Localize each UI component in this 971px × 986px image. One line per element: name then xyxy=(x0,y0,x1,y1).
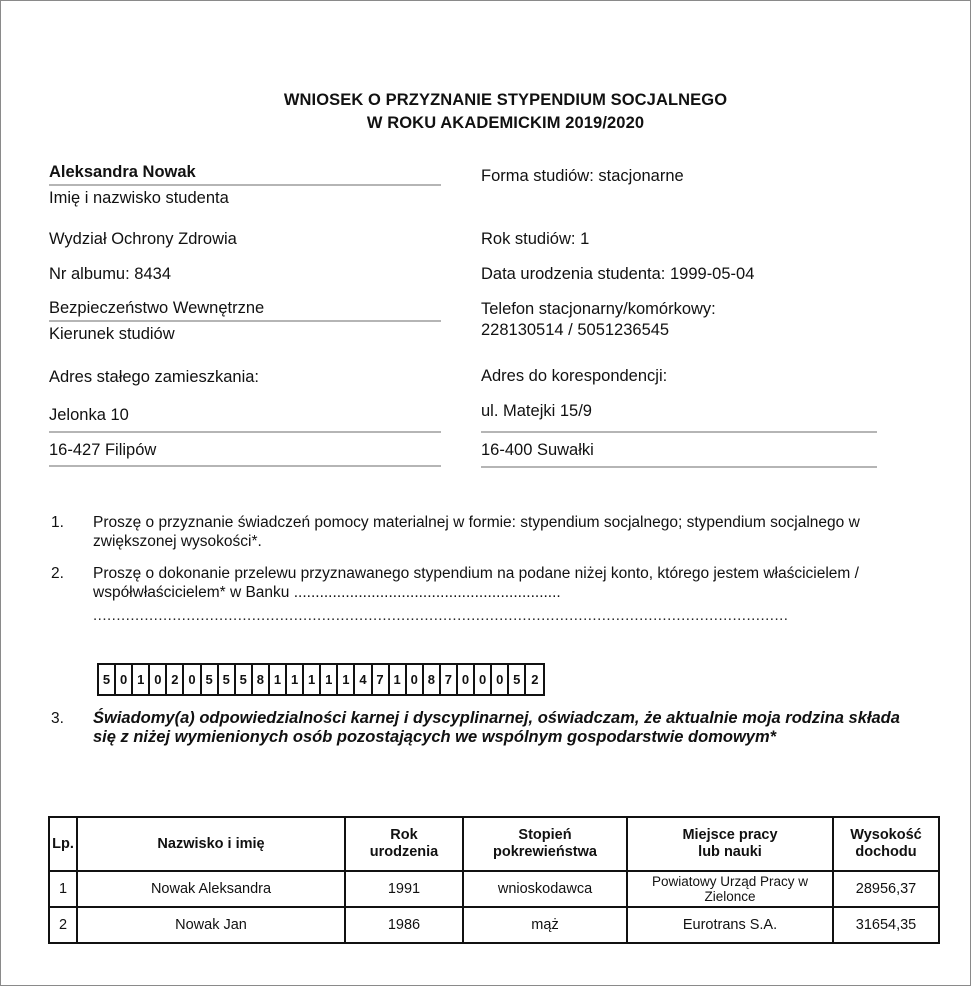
table-row xyxy=(49,871,939,907)
account-digit: 1 xyxy=(321,665,338,694)
bank-account-number xyxy=(97,663,545,696)
account-digit: 1 xyxy=(287,665,304,694)
study-form-value: stacjonarne xyxy=(598,167,684,185)
account-digit: 0 xyxy=(475,665,492,694)
cell-workplace: Eurotrans S.A. xyxy=(627,907,833,943)
cell-birth-year: 1986 xyxy=(345,907,463,943)
student-name-caption: Imię i nazwisko studenta xyxy=(49,189,229,207)
account-digit: 5 xyxy=(202,665,219,694)
account-digit: 5 xyxy=(219,665,236,694)
study-year xyxy=(481,230,589,249)
corr2-underline xyxy=(481,466,877,468)
album-value: 8434 xyxy=(134,265,172,283)
correspondence-line2: 16-400 Suwałki xyxy=(481,441,594,459)
account-digit: 1 xyxy=(304,665,321,694)
request-item-2 xyxy=(51,564,891,604)
cell-name: Nowak Jan xyxy=(77,907,345,943)
album-number xyxy=(49,265,171,284)
cell-relation: wnioskodawca xyxy=(463,871,627,907)
account-digit: 1 xyxy=(338,665,355,694)
permanent-address-label: Adres stałego zamieszkania: xyxy=(49,368,260,386)
account-digit: 8 xyxy=(253,665,270,694)
correspondence-line1: ul. Matejki 15/9 xyxy=(481,402,592,420)
major-underline xyxy=(49,320,441,322)
faculty: Wydział Ochrony Zdrowia xyxy=(49,230,237,248)
study-year-label: Rok studiów: xyxy=(481,230,576,248)
bank-name-dots-line2: ..................................................................................................................................................... xyxy=(93,607,789,624)
bank-name-dots: .............................................................. xyxy=(293,584,561,601)
col-header-lp: Lp. xyxy=(49,817,77,871)
table-header-row xyxy=(49,817,939,871)
cell-birth-year: 1991 xyxy=(345,871,463,907)
birth-date xyxy=(481,265,754,284)
corr1-underline xyxy=(481,431,877,433)
account-digit: 5 xyxy=(236,665,253,694)
name-underline xyxy=(49,184,441,186)
account-digit: 1 xyxy=(133,665,150,694)
study-form-label: Forma studiów: xyxy=(481,167,594,185)
item-text: Proszę o przyznanie świadczeń pomocy materialnej w formie: stypendium socjalnego; stypendium socjalnego w zwiększonej wysokości*. xyxy=(93,514,860,550)
cell-income: 28956,37 xyxy=(833,871,939,907)
account-digit: 0 xyxy=(407,665,424,694)
cell-workplace: Powiatowy Urząd Pracy w Zielonce xyxy=(627,871,833,907)
account-digit: 7 xyxy=(441,665,458,694)
item-number: 3. xyxy=(51,710,64,727)
col-header-income: Wysokość dochodu xyxy=(833,817,939,871)
account-digit: 4 xyxy=(355,665,372,694)
account-digit: 0 xyxy=(458,665,475,694)
phone-value: 228130514 / 5051236545 xyxy=(481,321,670,339)
account-digit: 2 xyxy=(167,665,184,694)
account-digit: 5 xyxy=(509,665,526,694)
account-digit: 1 xyxy=(390,665,407,694)
cell-lp: 2 xyxy=(49,907,77,943)
col-header-birth-year: Rok urodzenia xyxy=(345,817,463,871)
item-text: Proszę o dokonanie przelewu przyznawanego stypendium na podane niżej konto, którego jestem właścicielem / współwłaścicielem* w Banku xyxy=(93,565,859,601)
permanent-address-line1: Jelonka 10 xyxy=(49,406,129,424)
item-number: 2. xyxy=(51,565,64,582)
cell-relation: mąż xyxy=(463,907,627,943)
item-number: 1. xyxy=(51,514,64,531)
study-year-value: 1 xyxy=(580,230,590,248)
birth-date-value: 1999-05-04 xyxy=(669,265,755,283)
account-digit: 7 xyxy=(373,665,390,694)
account-digit: 0 xyxy=(184,665,201,694)
account-digit: 0 xyxy=(116,665,133,694)
major-caption: Kierunek studiów xyxy=(49,325,175,343)
account-digit: 1 xyxy=(270,665,287,694)
request-item-1 xyxy=(51,513,891,553)
cell-income: 31654,35 xyxy=(833,907,939,943)
birth-date-label: Data urodzenia studenta: xyxy=(481,265,666,283)
account-digit: 2 xyxy=(531,672,539,687)
form-title-line2: W ROKU AKADEMICKIM 2019/2020 xyxy=(366,114,645,132)
col-header-relation: Stopień pokrewieństwa xyxy=(463,817,627,871)
cell-lp: 1 xyxy=(49,871,77,907)
study-form xyxy=(481,167,684,186)
album-label: Nr albumu: xyxy=(49,265,130,283)
account-digit: 0 xyxy=(150,665,167,694)
account-digit: 0 xyxy=(492,665,509,694)
family-members-table xyxy=(48,816,940,944)
declaration-item-3 xyxy=(51,709,911,769)
phone-label: Telefon stacjonarny/komórkowy: xyxy=(481,300,716,318)
form-title-line1: WNIOSEK O PRZYZNANIE STYPENDIUM SOCJALNEGO xyxy=(283,91,728,109)
correspondence-label: Adres do korespondencji: xyxy=(481,367,668,385)
account-digit: 5 xyxy=(99,665,116,694)
student-name: Aleksandra Nowak xyxy=(49,163,196,181)
major: Bezpieczeństwo Wewnętrzne xyxy=(49,299,265,317)
permanent-address-line2: 16-427 Filipów xyxy=(49,441,157,459)
cell-name: Nowak Aleksandra xyxy=(77,871,345,907)
account-digit: 8 xyxy=(424,665,441,694)
table-row xyxy=(49,907,939,943)
address2-underline xyxy=(49,465,441,467)
address1-underline xyxy=(49,431,441,433)
col-header-name: Nazwisko i imię xyxy=(77,817,345,871)
item-text: Świadomy(a) odpowiedzialności karnej i dyscyplinarnej, oświadczam, że aktualnie moja rodzina składa się z niżej wymienionych osób pozostających we wspólnym gospodarstwie domowym* xyxy=(93,709,900,746)
col-header-workplace: Miejsce pracy lub nauki xyxy=(627,817,833,871)
